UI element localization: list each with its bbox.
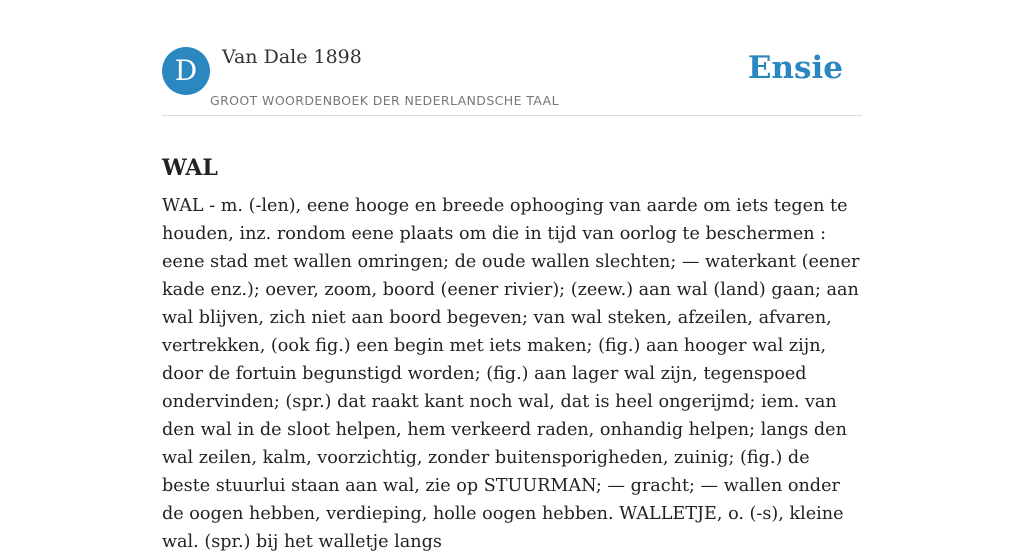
dictionary-title[interactable]: Van Dale 1898 <box>222 46 362 68</box>
entry-headword: WAL <box>162 154 218 181</box>
ensie-logo[interactable]: Ensie <box>747 50 843 86</box>
dictionary-subtitle: GROOT WOORDENBOEK DER NEDERLANDSCHE TAAL <box>210 93 559 108</box>
page-container <box>162 0 862 552</box>
dictionary-logo[interactable]: D <box>162 47 210 95</box>
dictionary-header <box>162 0 862 116</box>
entry-definition: WAL - m. (-len), eene hooge en breede ophooging van aarde om iets tegen te houden, inz. rondom eene plaats om die in tijd van oorlog te beschermen : eene stad met wallen omringen; de oude wallen slechten; — waterkant (eener kade enz.); oever, zoom, boord (eener rivier); (zeew.) aan wal (land) gaan; aan wal blijven, zich niet aan boord begeven; van wal steken, afzeilen, afvaren, vertrekken, (ook fig.) een begin met iets maken; (fig.) aan hooger wal zijn, door de fortuin begunstigd worden; (fig.) aan lager wal zijn, tegenspoed ondervinden; (spr.) dat raakt kant noch wal, dat is heel ongerijmd; iem. van den wal in de sloot helpen, hem verkeerd raden, onhandig helpen; langs den wal zeilen, kalm, voorzichtig, zonder buitensporigheden, zuinig; (fig.) de beste stuurlui staan aan wal, zie op STUURMAN; — gracht; — wallen onder de oogen hebben, verdieping, holle oogen hebben. WALLETJE, o. (-s), kleine wal. (spr.) bij het walletje langs <box>162 196 860 552</box>
